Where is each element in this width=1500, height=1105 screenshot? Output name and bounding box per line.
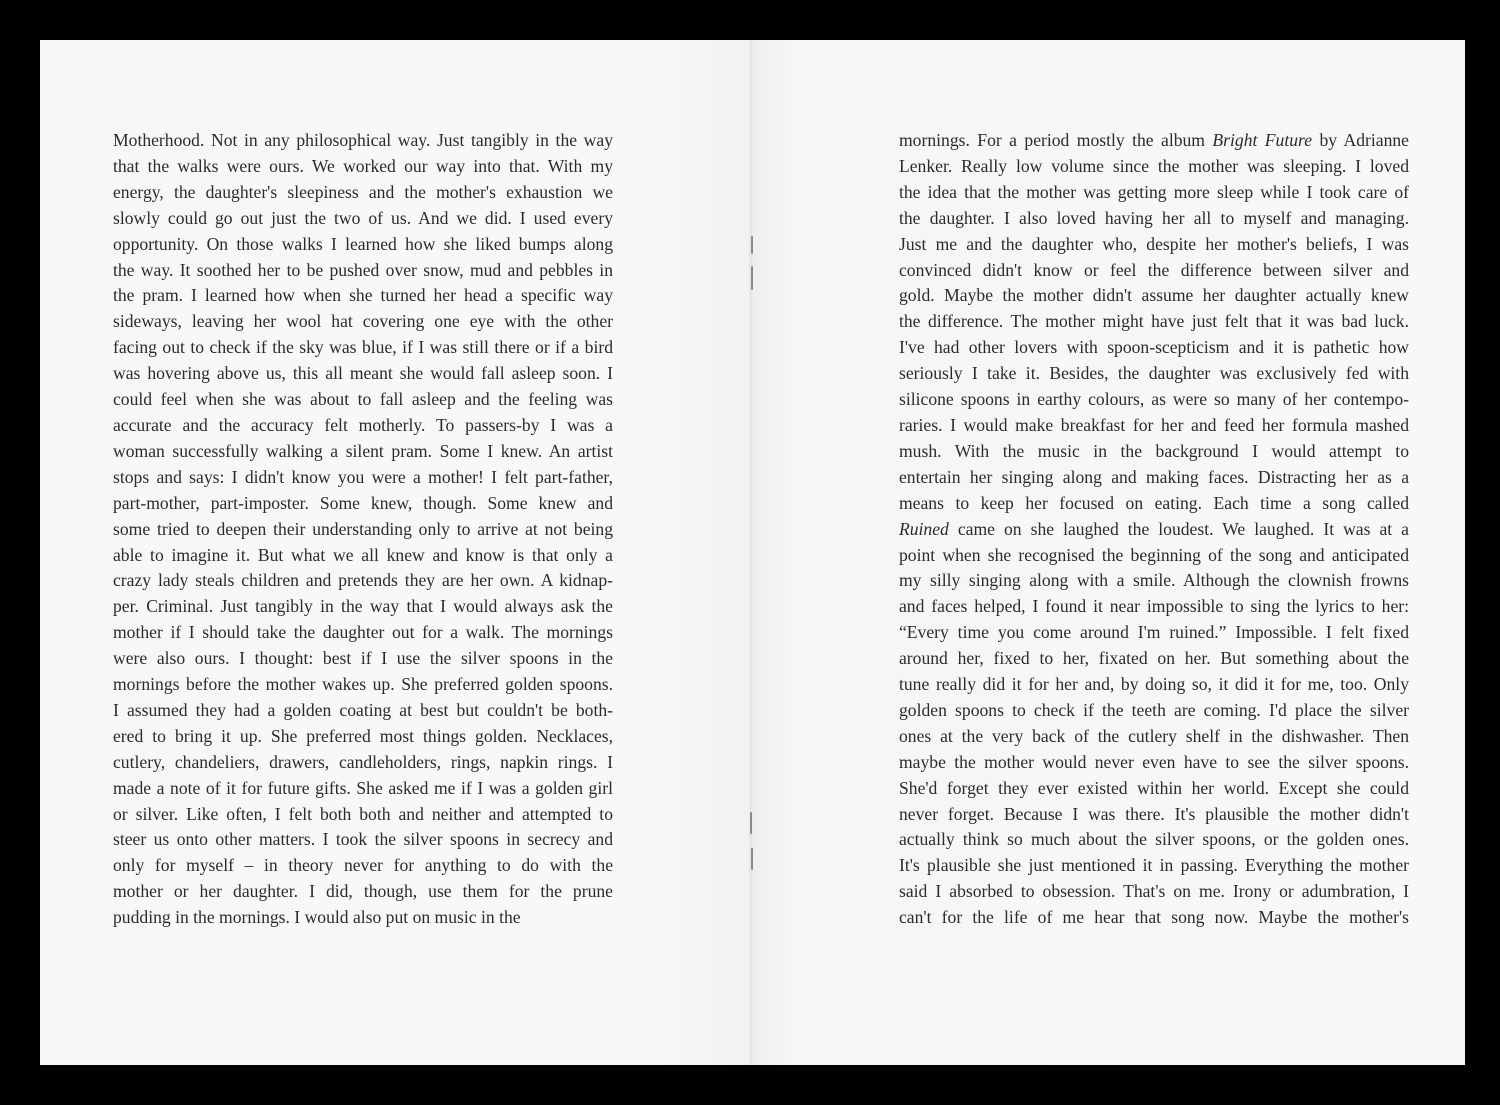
text-line: and faces helped, I found it near impossible to sing the lyrics to her: [899,596,1409,617]
text-line: It's plausible she just mentioned it in passing. Everything the mother [899,855,1409,876]
text-line: mush. With the music in the background I would attempt to [899,440,1409,461]
text-line: energy, the daughter's sleepiness and the mother's exhaustion we [113,181,613,202]
text-line: means to keep her focused on eating. Each time a song called [899,492,1409,513]
text-line: was hovering above us, this all meant she would fall asleep soon. I [113,363,613,384]
song-title: Ruined [899,518,949,539]
text-line: pudding in the mornings. I would also put on music in the [113,907,521,928]
text-line: per. Criminal. Just tangibly in the way that I would always ask the [113,596,613,617]
text-line: Lenker. Really low volume since the mother was sleeping. I loved [899,155,1409,176]
text-line: slowly could go out just the two of us. And we did. I used every [113,207,613,228]
text-line: the idea that the mother was getting more sleep while I took care of [899,181,1409,202]
text-line: Motherhood. Not in any philosophical way. Just tangibly in the way [113,130,613,150]
text-line: Just me and the daughter who, despite her mother's beliefs, I was [899,233,1409,254]
text-line: around her, fixed to her, fixated on her. But something about the [899,648,1409,669]
text-line: crazy lady steals children and pretends they are her own. A kidnap- [113,570,613,591]
text-line: cutlery, chandeliers, drawers, candleholders, rings, napkin rings. I [113,751,613,772]
text-line: mornings before the mother wakes up. She preferred golden spoons. [113,674,613,695]
text-line: part-mother, part-imposter. Some knew, though. Some knew and [113,492,613,513]
text-line: accurate and the accuracy felt motherly. To passers-by I was a [113,414,613,435]
text-line: could feel when she was about to fall asleep and the feeling was [113,389,613,410]
text-line: entertain her singing along and making faces. Distracting her as a [899,466,1409,487]
text-line: I assumed they had a golden coating at best but couldn't be both- [113,699,613,720]
text-line: opportunity. On those walks I learned how she liked bumps along [113,233,613,254]
left-page-text [113,128,613,931]
text-line: mother if I should take the daughter out for a walk. The mornings [113,622,613,643]
book-spread [40,40,1465,1065]
text-line: tune really did it for her and, by doing so, it did it for me, too. Only [899,674,1409,695]
text-line: raries. I would make breakfast for her and feed her formula mashed [899,414,1409,435]
text-line: that the walks were ours. We worked our way into that. With my [113,155,613,176]
text-line: “Every time you come around I'm ruined.” Impossible. I felt fixed [899,622,1409,643]
text-line: said I absorbed to obsession. That's on me. Irony or adumbration, I [899,881,1409,902]
text-line: gold. Maybe the mother didn't assume her daughter actually knew [899,285,1409,306]
right-page [752,40,1465,1065]
text-line: never forget. Because I was there. It's plausible the mother didn't [899,803,1409,824]
text-line: seriously I take it. Besides, the daughter was exclusively fed with [899,363,1409,384]
text-line: ered to bring it up. She preferred most things golden. Necklaces, [113,725,613,746]
text-line: steer us onto other matters. I took the silver spoons in secrecy and [113,829,613,850]
staple-top [751,236,753,254]
staple-top-lower [751,266,753,290]
text-line: the pram. I learned how when she turned her head a specific way [113,285,613,306]
text-line: facing out to check if the sky was blue, if I was still there or if a bird [113,337,613,358]
text-line: woman successfully walking a silent pram. Some I knew. An artist [113,440,613,461]
text-line: actually think so much about the silver spoons, or the golden ones. [899,829,1409,850]
staple-bottom-lower [751,848,753,870]
text-line: mother or her daughter. I did, though, use them for the prune [113,881,613,902]
book-gutter [749,40,753,1065]
text-line: silicone spoons in earthy colours, as were so many of her contempo- [899,389,1409,410]
text-line: the way. It soothed her to be pushed over snow, mud and pebbles in [113,259,613,280]
text-line: the daughter. I also loved having her all to myself and managing. [899,207,1409,228]
text-line: convinced didn't know or feel the difference between silver and [899,259,1409,280]
text-line: sideways, leaving her wool hat covering one eye with the other [113,311,613,332]
text-line: point when she recognised the beginning of the song and anticipated [899,544,1409,565]
text-line: ones at the very back of the cutlery shelf in the dishwasher. Then [899,725,1409,746]
text-line: only for myself – in theory never for anything to do with the [113,855,613,876]
text-line: She'd forget they ever existed within her world. Except she could [899,777,1409,798]
text-line: can't for the life of me hear that song now. Maybe the mother's [899,907,1409,928]
text-line: some tried to deepen their understanding only to arrive at not being [113,518,613,539]
left-page [40,40,752,1065]
staple-bottom [750,812,752,834]
text-line: golden spoons to check if the teeth are coming. I'd place the silver [899,699,1409,720]
text-line: made a note of it for future gifts. She asked me if I was a golden girl [113,777,613,798]
text-line: my silly singing along with a smile. Although the clownish frowns [899,570,1409,591]
album-title: Bright Future [1212,130,1313,150]
text-line: maybe the mother would never even have to see the silver spoons. [899,751,1409,772]
text-line: were also ours. I thought: best if I use the silver spoons in the [113,648,613,669]
text-line: the difference. The mother might have just felt that it was bad luck. [899,311,1409,332]
text-line: stops and says: I didn't know you were a mother! I felt part-father, [113,466,613,487]
text-line: or silver. Like often, I felt both both and neither and attempted to [113,803,613,824]
text-line: Ruined came on she laughed the loudest. We laughed. It was at a [899,518,1409,539]
right-page-text [899,128,1409,931]
text-line: mornings. For a period mostly the album Bright Future by Adrianne [899,130,1409,150]
text-line: I've had other lovers with spoon-scepticism and it is pathetic how [899,337,1409,358]
text-line: able to imagine it. But what we all knew and know is that only a [113,544,613,565]
